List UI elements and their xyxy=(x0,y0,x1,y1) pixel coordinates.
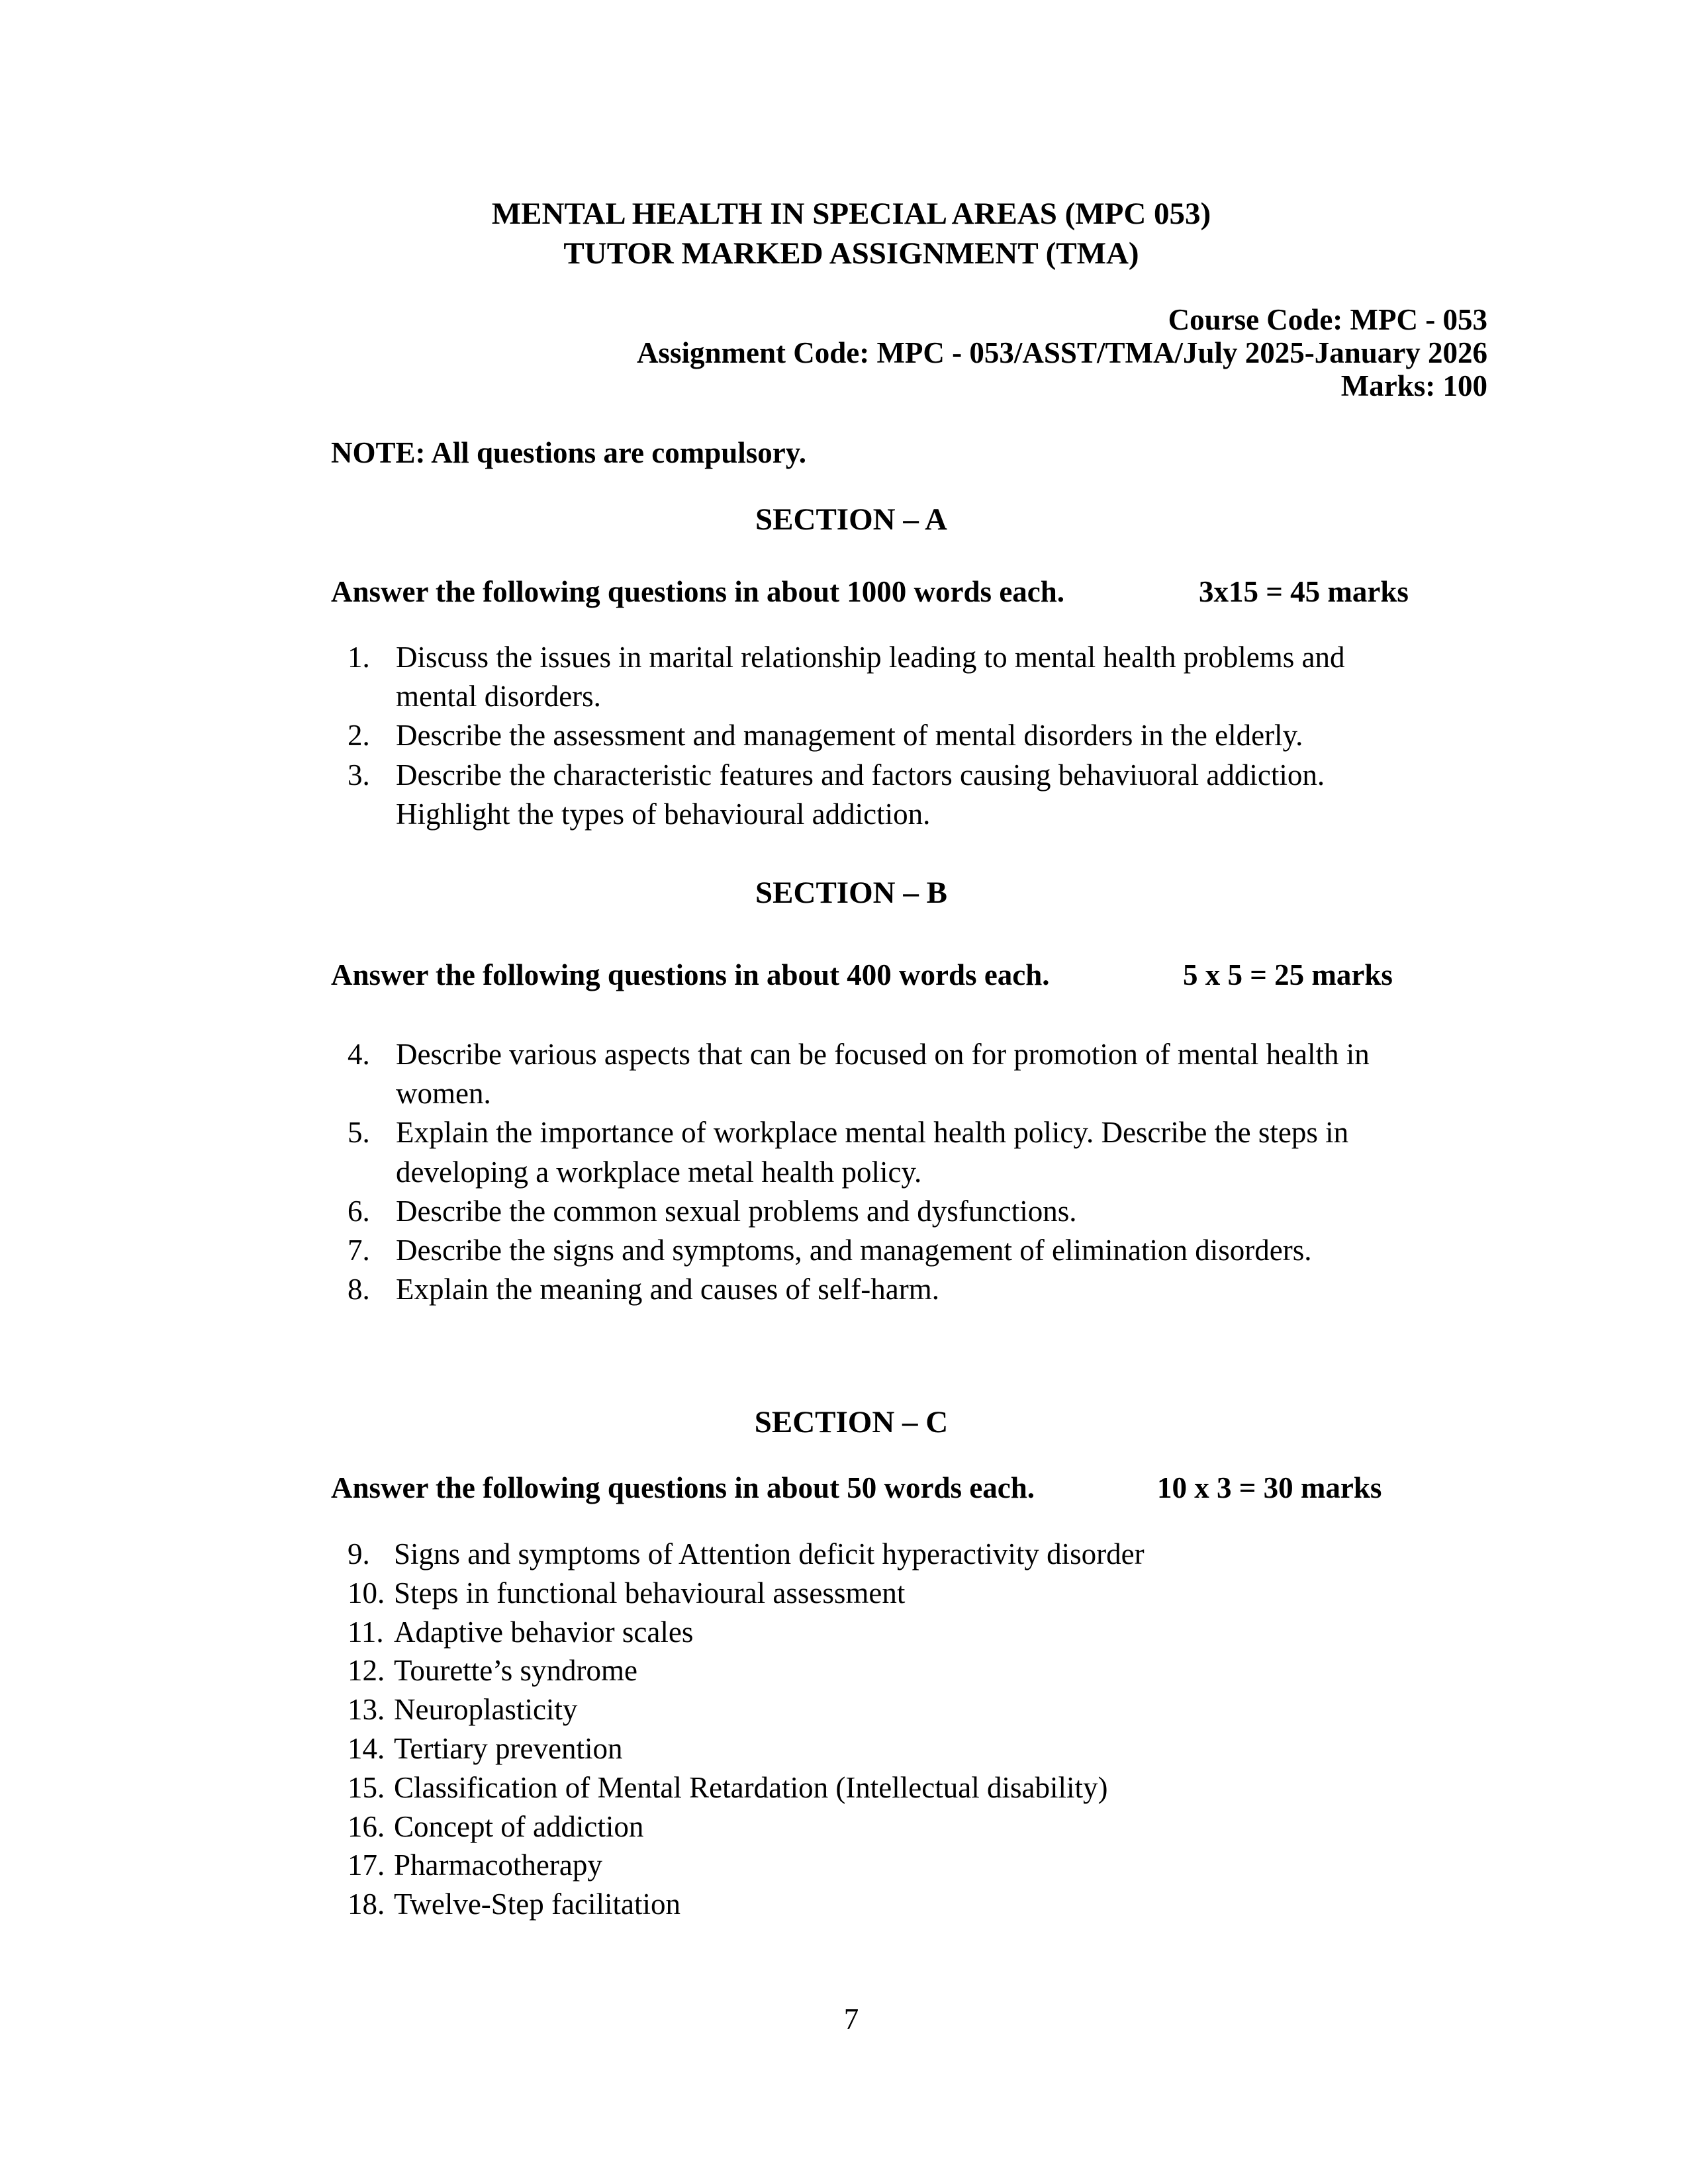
section-instruction-row-c xyxy=(331,1469,1602,1508)
section-marks: 10 x 3 = 30 marks xyxy=(1157,1471,1382,1504)
question-number: 17. xyxy=(348,1848,385,1882)
question-line xyxy=(348,1729,1145,1768)
question-list-b xyxy=(348,1035,1370,1309)
course-info-block xyxy=(331,303,1487,402)
question-line xyxy=(348,1192,1370,1231)
question-number: 4. xyxy=(348,1038,370,1071)
title-line-2: TUTOR MARKED ASSIGNMENT (TMA) xyxy=(563,236,1139,271)
question-line xyxy=(348,795,1344,834)
page-number: 7 xyxy=(843,2003,859,2036)
question-line xyxy=(348,756,1344,795)
section-instruction-row-a xyxy=(331,572,1602,612)
question-number: 11. xyxy=(348,1615,384,1649)
question-text: Describe the common sexual problems and dysfunctions. xyxy=(396,1194,1077,1228)
document-title xyxy=(331,194,1372,273)
question-number: 8. xyxy=(348,1273,370,1306)
question-text: Describe the characteristic features and factors causing behaviuoral addiction. xyxy=(396,758,1325,792)
question-line xyxy=(348,1535,1145,1574)
question-line xyxy=(348,1690,1145,1729)
section-instruction-row-b xyxy=(331,956,1602,995)
question-text: Describe various aspects that can be focused on for promotion of mental health in xyxy=(396,1038,1370,1071)
question-text: Concept of addiction xyxy=(394,1809,644,1843)
question-number xyxy=(348,1074,396,1113)
total-marks: Marks: 100 xyxy=(1340,369,1487,402)
question-text: developing a workplace metal health policy. xyxy=(396,1155,922,1189)
question-text: Twelve-Step facilitation xyxy=(394,1888,680,1921)
question-number: 2. xyxy=(348,719,370,752)
question-number: 14. xyxy=(348,1731,385,1765)
question-line xyxy=(348,1846,1145,1885)
question-list-c xyxy=(348,1535,1145,1924)
question-number: 9. xyxy=(348,1537,370,1570)
question-number xyxy=(348,1153,396,1192)
title-line-1: MENTAL HEALTH IN SPECIAL AREAS (MPC 053) xyxy=(491,197,1211,231)
question-text: Tourette’s syndrome xyxy=(394,1654,638,1688)
question-line xyxy=(348,1885,1145,1924)
question-number: 3. xyxy=(348,758,370,792)
question-number: 1. xyxy=(348,641,370,674)
question-line xyxy=(348,638,1344,677)
section-marks: 5 x 5 = 25 marks xyxy=(1183,958,1393,991)
question-line xyxy=(348,1574,1145,1613)
section-heading-b: SECTION – B xyxy=(755,876,947,910)
question-line xyxy=(348,1807,1145,1846)
question-line xyxy=(348,716,1344,755)
question-line xyxy=(348,1153,1370,1192)
question-line xyxy=(348,1231,1370,1270)
question-line xyxy=(348,1651,1145,1690)
section-heading-c: SECTION – C xyxy=(754,1405,949,1439)
question-number: 12. xyxy=(348,1654,385,1688)
question-text: women. xyxy=(396,1077,491,1111)
question-number xyxy=(348,795,396,834)
question-text: Classification of Mental Retardation (Intellectual disability) xyxy=(394,1770,1108,1804)
note-line: NOTE: All questions are compulsory. xyxy=(331,436,807,469)
question-number: 5. xyxy=(348,1116,370,1150)
question-line xyxy=(348,677,1344,716)
question-line xyxy=(348,1270,1370,1309)
assignment-code: Assignment Code: MPC - 053/ASST/TMA/July 2025-January 2026 xyxy=(636,336,1487,369)
question-text: Describe the signs and symptoms, and management of elimination disorders. xyxy=(396,1233,1312,1267)
question-number xyxy=(348,677,396,716)
question-text: Tertiary prevention xyxy=(394,1731,623,1765)
question-text: Highlight the types of behavioural addiction. xyxy=(396,797,931,831)
question-text: Signs and symptoms of Attention deficit hyperactivity disorder xyxy=(394,1537,1145,1570)
question-number: 15. xyxy=(348,1770,385,1804)
question-number: 6. xyxy=(348,1194,370,1228)
question-text: Neuroplasticity xyxy=(394,1693,578,1727)
instruction-text: Answer the following questions in about 400 words each. xyxy=(331,958,1050,991)
course-code: Course Code: MPC - 053 xyxy=(1168,303,1487,336)
question-number: 7. xyxy=(348,1233,370,1267)
instruction-text: Answer the following questions in about 1000 words each. xyxy=(331,575,1065,608)
question-line xyxy=(348,1768,1145,1807)
question-text: mental disorders. xyxy=(396,680,601,713)
question-line xyxy=(348,1113,1370,1152)
question-text: Explain the meaning and causes of self-harm. xyxy=(396,1273,939,1306)
section-marks: 3x15 = 45 marks xyxy=(1199,575,1409,608)
question-text: Pharmacotherapy xyxy=(394,1848,602,1882)
section-heading-a: SECTION – A xyxy=(755,502,947,537)
question-number: 16. xyxy=(348,1809,385,1843)
question-text: Steps in functional behavioural assessment xyxy=(394,1576,906,1610)
question-list-a xyxy=(348,638,1344,834)
question-number: 10. xyxy=(348,1576,385,1610)
question-line xyxy=(348,1613,1145,1652)
question-text: Explain the importance of workplace mental health policy. Describe the steps in xyxy=(396,1116,1349,1150)
question-text: Adaptive behavior scales xyxy=(394,1615,694,1649)
instruction-text: Answer the following questions in about 50 words each. xyxy=(331,1471,1035,1504)
question-text: Describe the assessment and management of mental disorders in the elderly. xyxy=(396,719,1303,752)
question-number: 13. xyxy=(348,1693,385,1727)
question-line xyxy=(348,1035,1370,1074)
question-line xyxy=(348,1074,1370,1113)
question-text: Discuss the issues in marital relationship leading to mental health problems and xyxy=(396,641,1345,674)
question-number: 18. xyxy=(348,1888,385,1921)
